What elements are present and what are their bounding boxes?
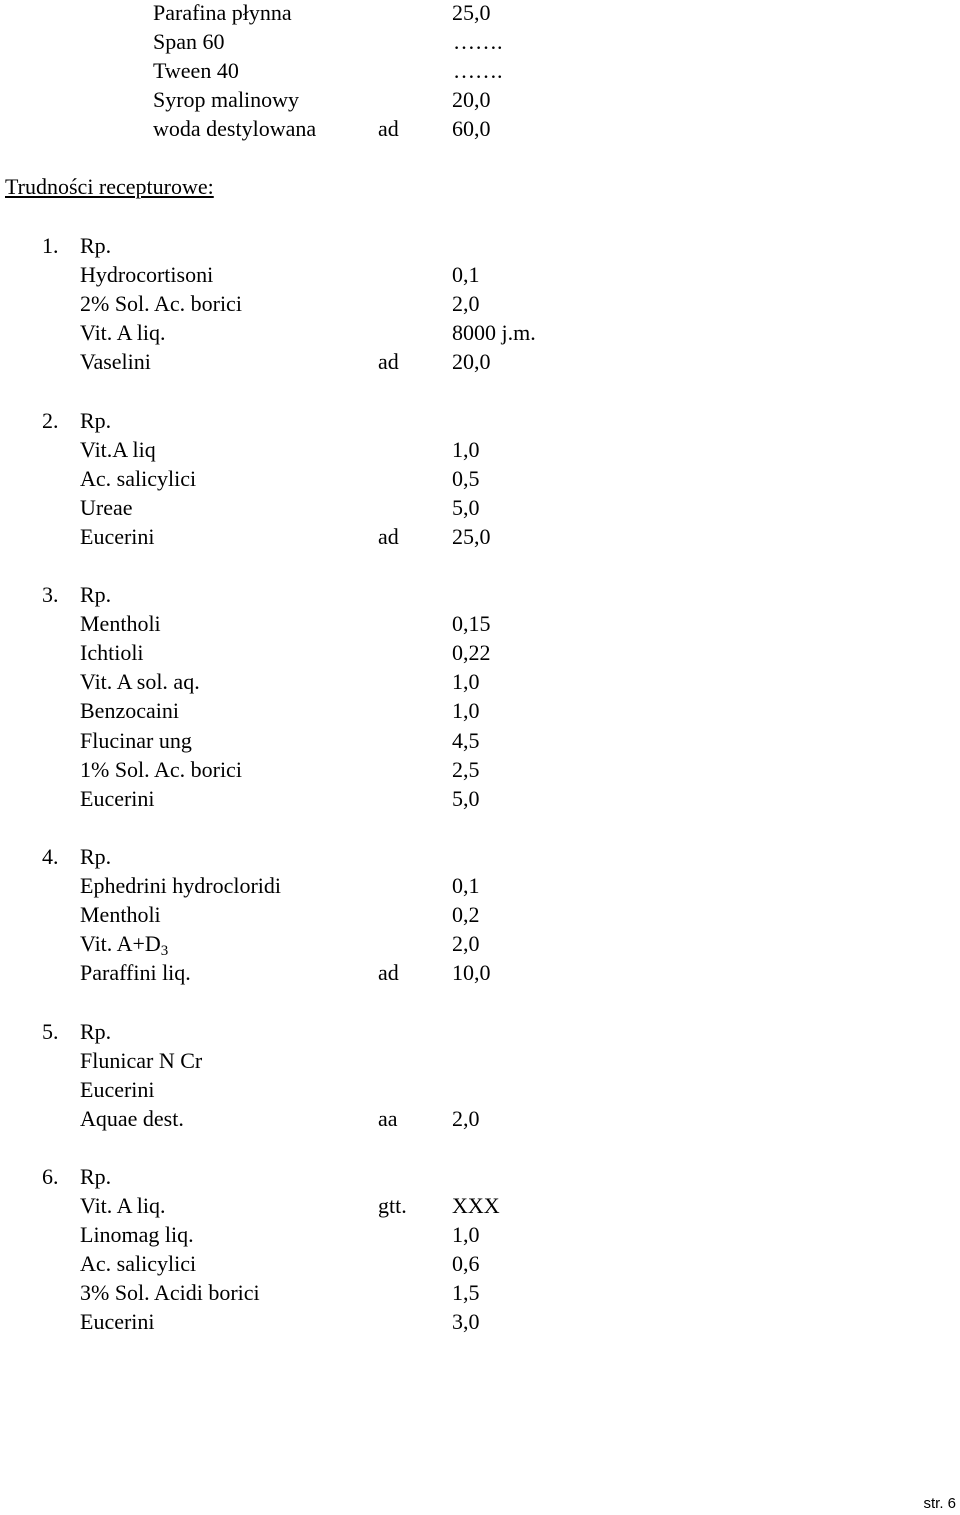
prescription-number: 3. — [42, 582, 59, 607]
ingredient-quantity: ……. — [453, 29, 503, 54]
ingredient-quantity: 2,5 — [452, 757, 480, 782]
ingredient-quantity: 0,22 — [452, 640, 491, 665]
ingredient-quantity: 10,0 — [452, 960, 491, 985]
ingredient-name: Vit. A liq. — [80, 320, 166, 345]
ingredient-name: Ureae — [80, 495, 133, 520]
ingredient-name: Hydrocortisoni — [80, 262, 214, 287]
ingredient-quantity: 1,0 — [452, 1222, 480, 1247]
ingredient-modifier: ad — [378, 524, 399, 549]
ingredient-quantity: 0,1 — [452, 873, 480, 898]
ingredient-name: Flucinar ung — [80, 728, 192, 753]
ingredient-name: Span 60 — [153, 29, 225, 54]
ingredient-quantity: 4,5 — [452, 728, 480, 753]
ingredient-quantity: 60,0 — [452, 116, 491, 141]
ingredient-quantity: 0,2 — [452, 902, 480, 927]
ingredient-quantity: 20,0 — [452, 87, 491, 112]
ingredient-quantity: 25,0 — [452, 0, 491, 25]
ingredient-name: woda destylowana — [153, 116, 317, 141]
ingredient-name: Mentholi — [80, 902, 161, 927]
page-number: str. 6 — [923, 1495, 956, 1512]
ingredient-name-with-subscript — [80, 931, 168, 957]
ingredient-name: Ephedrini hydrocloridi — [80, 873, 282, 898]
ingredient-name: Aquae dest. — [80, 1106, 184, 1131]
ingredient-quantity: XXX — [452, 1193, 500, 1218]
ingredient-name: Vit.A liq — [80, 437, 156, 462]
prescription-number: 1. — [42, 233, 59, 258]
ingredient-quantity: 8000 j.m. — [452, 320, 536, 345]
prescription-rp: Rp. — [80, 1164, 112, 1189]
ingredient-name: Flunicar N Cr — [80, 1048, 203, 1073]
ingredient-modifier: aa — [378, 1106, 398, 1131]
ingredient-quantity: 25,0 — [452, 524, 491, 549]
ingredient-name: Eucerini — [80, 1309, 155, 1334]
ingredient-quantity: 1,0 — [452, 437, 480, 462]
ingredient-name: Paraffini liq. — [80, 960, 191, 985]
ingredient-name: Eucerini — [80, 524, 155, 549]
ingredient-quantity: 0,15 — [452, 611, 491, 636]
ingredient-name: Vit. A sol. aq. — [80, 669, 200, 694]
prescription-number: 2. — [42, 408, 59, 433]
ingredient-name: Mentholi — [80, 611, 161, 636]
ingredient-quantity: 1,0 — [452, 698, 480, 723]
prescription-rp: Rp. — [80, 408, 112, 433]
ingredient-quantity: 0,1 — [452, 262, 480, 287]
ingredient-quantity: 20,0 — [452, 349, 491, 374]
ingredient-quantity: 5,0 — [452, 495, 480, 520]
ingredient-name: Syrop malinowy — [153, 87, 300, 112]
ingredient-name: Eucerini — [80, 1077, 155, 1102]
prescription-rp: Rp. — [80, 1019, 112, 1044]
section-heading: Trudności recepturowe: — [5, 174, 214, 199]
ingredient-modifier: ad — [378, 349, 399, 374]
ingredient-name: 1% Sol. Ac. borici — [80, 757, 242, 782]
subscript: 3 — [160, 943, 169, 959]
ingredient-quantity: 0,5 — [452, 466, 480, 491]
prescription-rp: Rp. — [80, 582, 112, 607]
prescription-rp: Rp. — [80, 233, 112, 258]
ingredient-name: Tween 40 — [153, 58, 239, 83]
prescription-rp: Rp. — [80, 844, 112, 869]
ingredient-quantity: 1,0 — [452, 669, 480, 694]
ingredient-quantity: 5,0 — [452, 786, 480, 811]
ingredient-name: Vit. A+D — [80, 931, 161, 956]
ingredient-name: Eucerini — [80, 786, 155, 811]
prescription-number: 4. — [42, 844, 59, 869]
ingredient-name: Ac. salicylici — [80, 466, 197, 491]
ingredient-name: Ichtioli — [80, 640, 144, 665]
prescription-number: 5. — [42, 1019, 59, 1044]
ingredient-name: 3% Sol. Acidi borici — [80, 1280, 260, 1305]
ingredient-name: Vaselini — [80, 349, 151, 374]
ingredient-modifier: ad — [378, 116, 399, 141]
ingredient-name: 2% Sol. Ac. borici — [80, 291, 242, 316]
prescription-number: 6. — [42, 1164, 59, 1189]
ingredient-quantity: 2,0 — [452, 1106, 480, 1131]
ingredient-quantity: 2,0 — [452, 931, 480, 956]
ingredient-quantity: 2,0 — [452, 291, 480, 316]
ingredient-quantity: ……. — [453, 58, 503, 83]
ingredient-quantity: 3,0 — [452, 1309, 480, 1334]
ingredient-name: Linomag liq. — [80, 1222, 194, 1247]
ingredient-name: Parafina płynna — [153, 0, 292, 25]
ingredient-quantity: 1,5 — [452, 1280, 480, 1305]
ingredient-name: Vit. A liq. — [80, 1193, 166, 1218]
ingredient-name: Ac. salicylici — [80, 1251, 197, 1276]
ingredient-modifier: ad — [378, 960, 399, 985]
ingredient-modifier: gtt. — [378, 1193, 407, 1218]
ingredient-name: Benzocaini — [80, 698, 179, 723]
ingredient-quantity: 0,6 — [452, 1251, 480, 1276]
